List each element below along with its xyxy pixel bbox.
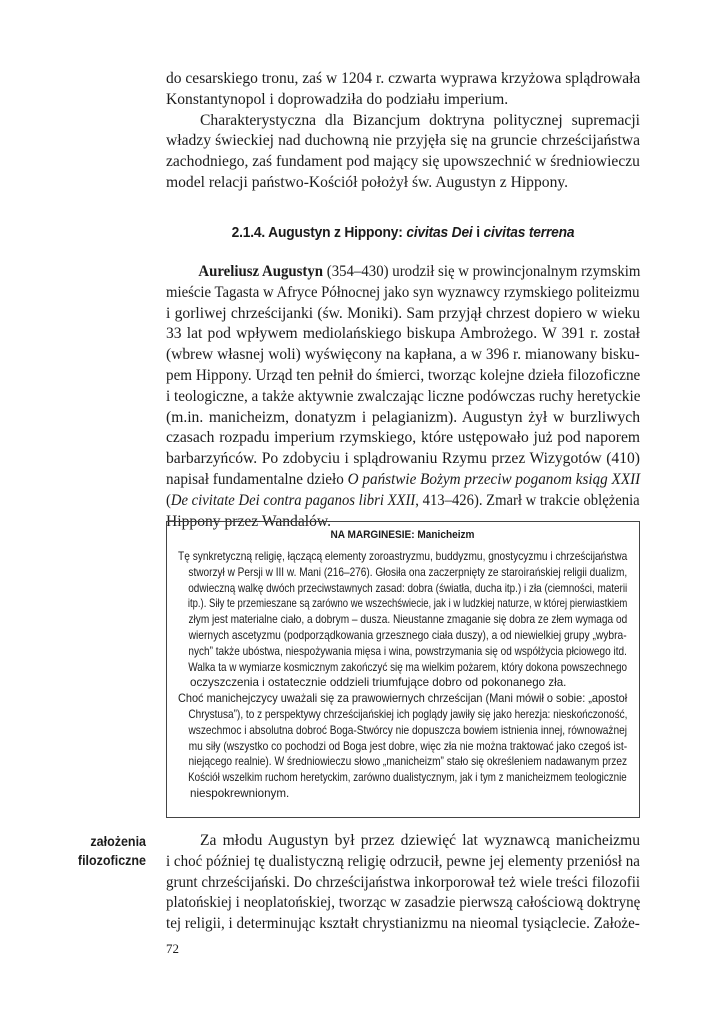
bottom-paragraph — [166, 831, 640, 935]
text-line: Aureliusz Augustyn (354–430) urodził się w prowincjonalnym rzymskim — [198, 263, 641, 280]
text-line: (wbrew własnej woli) wyświęcony na kapłana, a w 396 r. mianowany bisku- — [166, 346, 640, 364]
box-line: wiernych ascetyzmu (podporządkowania grzesznego ciała duszy), a od niewielkiej grupy „wybra- — [188, 628, 627, 642]
text-line: 33 lat pod wpływem mediolańskiego biskupa Ambrożego. W 391 r. został — [166, 325, 640, 343]
top-paragraph — [166, 69, 640, 194]
text-line: Hippony przez Wandalów. — [166, 512, 332, 530]
box-line: oczyszczenia i ostatecznie oddzieli triumfujące dobro od pokonanego zła. — [190, 676, 567, 690]
section-heading — [185, 224, 621, 241]
text-line: model relacji państwo-Kościół położył św. Augustyn z Hippony. — [166, 173, 569, 191]
heading-prefix: 2.1.4. Augustyn z Hippony: — [231, 224, 407, 241]
text-line: mieście Tagasta w Afryce Północnej jako syn wyznawcy rzymskiego politeizmu — [166, 283, 640, 301]
box-line: Tę synkretyczną religię, łączącą elementy zoroastryzmu, buddyzmu, gnostycyzmu i chrześcijaństwa — [178, 550, 628, 563]
text-line: (m.in. manicheizm, donatyzm i pelagianizm). Augustyn żył w burzliwych — [166, 408, 640, 426]
text-line: pem Hippony. Urząd ten pełnił do śmierci, tworząc kolejne dzieła filozoficzne — [166, 366, 641, 384]
box-line: stworzył w Persji w III w. Mani (216–276). Głosiła ona zaczerpnięty ze staroirańskiej religii dualizm, — [188, 565, 628, 579]
page-number: 72 — [166, 941, 179, 956]
bio-paragraph — [166, 262, 640, 532]
text-line: i choć później tę dualistyczną religię odrzucił, pewne jej elementy przeniósł na — [166, 852, 640, 870]
box-line: Walka ta w wymiarze kosmicznym zakończyć się ma wielkim pożarem, który dokona powszechnego — [188, 660, 628, 674]
box-line: niejącego realnie). W średniowieczu słowo „manicheizm” stało się określeniem nadawanym przez — [188, 755, 628, 769]
margin-box-text — [178, 549, 627, 802]
box-line: itp.). Siły te przemieszane są zarówno we wszechświecie, jak i w ludzkiej naturze, w której pierwiastkiem — [187, 597, 628, 611]
text-line: grunt chrześcijański. Do chrześcijaństwa inkorporował też wiele treści filozofii — [166, 873, 641, 891]
box-line: Choć manichejczycy uważali się za prawowiernych chrześcijan (Mani mówił o sobie: „apostoł — [178, 692, 628, 706]
box-line: Kościół wszelkim ruchom heretyckim, zarówno dualistycznym, jak i tym z manicheizmem teologicznie — [188, 771, 627, 785]
text-line: Konstantynopol i doprowadziła do podziału imperium. — [166, 90, 509, 108]
text-line: tej religii, i determinując kształt chrystianizmu na nieomal tysiąclecie. Założe- — [166, 915, 640, 933]
box-line: Chrystusa”), to z perspektywy chrześcijańskiej ich poglądy jawiły się jako herezja: nieskończoność, — [188, 707, 628, 721]
text-line: (De civitate Dei contra paganos libri XXII, 413–426). Zmarł w trakcie oblężenia — [166, 491, 640, 509]
book-title-la: De civitate Dei contra paganos libri XXII — [170, 491, 416, 509]
box-line: nych” także ubóstwa, niespożywania mięsa i wina, powstrzymania się od współżycia płciowego itd. — [188, 644, 627, 658]
box-line: odwieczną walkę dwóch przeciwstawnych zasad: dobra (światła, ducha itp.) i zła (ciemności, materii — [188, 581, 628, 595]
box-line: wszechmoc i absolutna dobroć Boga-Stwórcy nie dopuszcza bowiem istnienia innej, równoważnej — [188, 723, 627, 737]
text-line: i gorliwej chrześcijanki (św. Moniki). Sam przyjął chrzest dopiero w wieku — [166, 304, 640, 322]
text-line: Za młodu Augustyn był przez dziewięć lat wyznawcą manicheizmu — [200, 832, 640, 849]
heading-term-civitas-terrena: civitas terrena — [483, 224, 575, 241]
margin-box — [166, 521, 640, 818]
text-line: platońskiej i neoplatońskiej, tworząc w zasadzie pierwszą całościową doktrynę — [166, 894, 641, 912]
text-line: władzy świeckiej nad duchowną nie przyjęła się na gruncie chrześcijaństwa — [166, 132, 640, 150]
text-line: Charakterystyczna dla Bizancjum doktryna politycznej supremacji — [200, 111, 640, 129]
margin-note-line: filozoficzne — [77, 852, 146, 868]
box-line: złym jest materialne ciało, a dobrym – dusza. Nieustanne zmaganie się dobra ze złem wymaga od — [188, 613, 628, 627]
margin-box-title: NA MARGINESIE: Manicheizm — [330, 529, 475, 541]
box-line: mu siły (wszystko co pochodzi od Boga jest dobre, więc zła nie można traktować jako czegoś ist- — [188, 739, 628, 753]
text-line: barbarzyńców. Po zdobyciu i splądrowaniu Rzymu przez Wizygotów (410) — [166, 450, 640, 468]
text-line: napisał fundamentalne dzieło O państwie Bożym przeciw poganom ksiąg XXII — [166, 470, 641, 488]
box-line: niespokrewnionym. — [190, 786, 290, 800]
text-line: i teologiczne, a także aktywnie zwalczając liczne podówczas ruchy heretyckie — [166, 387, 641, 405]
book-title-pl: O państwie Bożym przeciw poganom ksiąg XXII — [347, 470, 641, 488]
margin-note-line: założenia — [90, 834, 146, 849]
heading-term-civitas-dei: civitas Dei — [406, 224, 473, 241]
margin-note — [48, 833, 146, 870]
text-line: do cesarskiego tronu, zaś w 1204 r. czwarta wyprawa krzyżowa splądrowała — [166, 70, 641, 87]
person-name: Aureliusz Augustyn — [198, 263, 324, 280]
text-line: zachodniego, zaś fundament pod mający się upowszechnić w średniowieczu — [166, 153, 640, 171]
text-line: czasach rozpadu imperium rzymskiego, które ustępowało już pod naporem — [166, 429, 640, 447]
heading-conjunction: i — [472, 224, 484, 241]
